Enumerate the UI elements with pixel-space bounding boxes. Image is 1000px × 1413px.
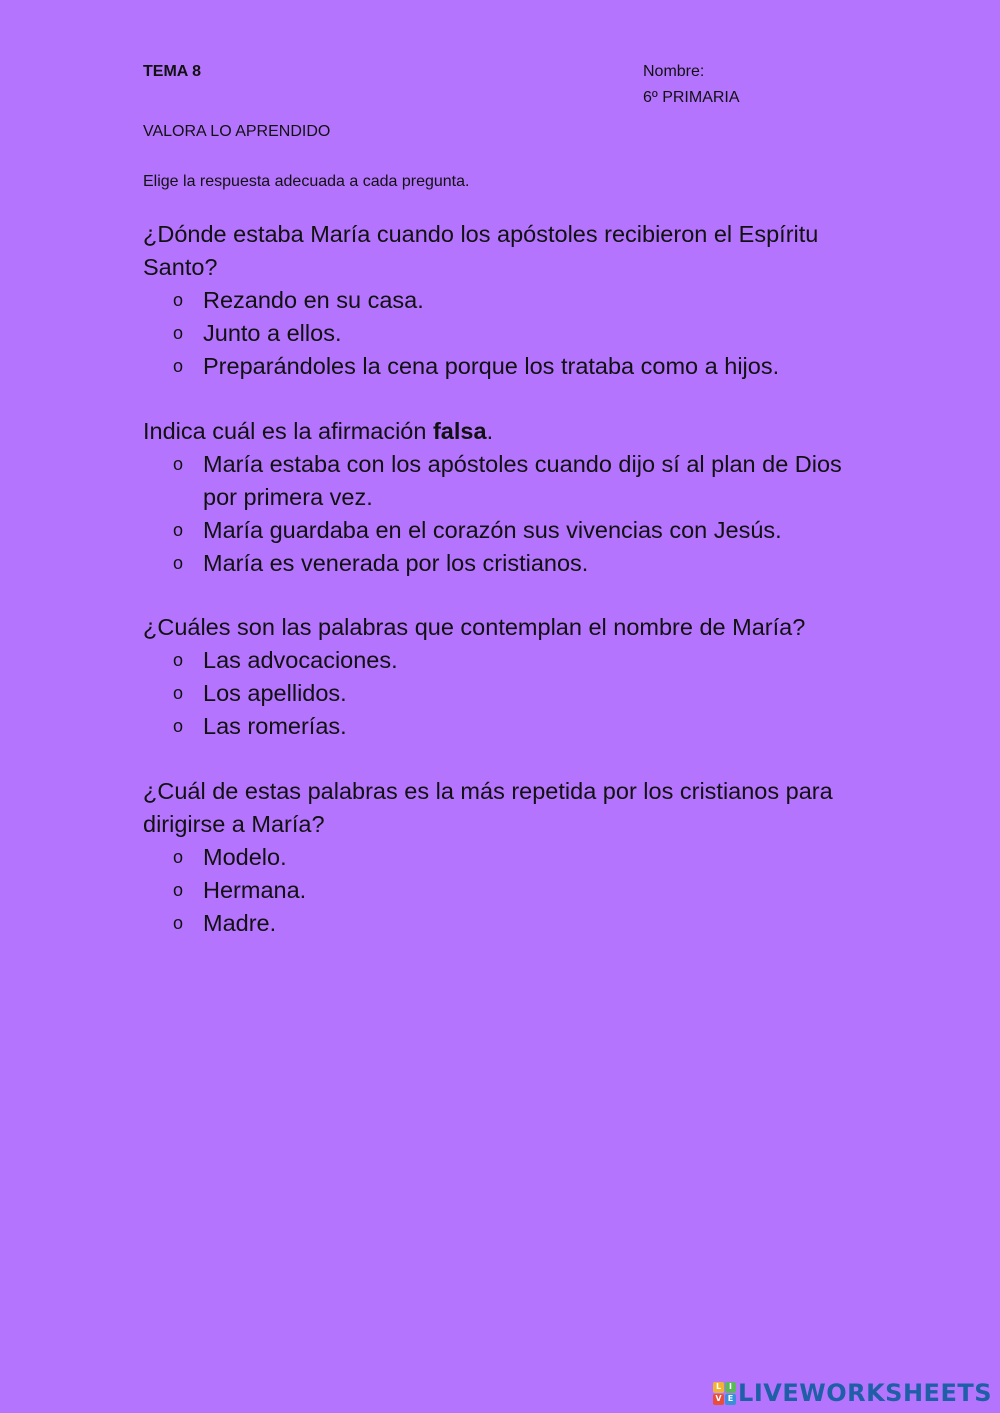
logo-cell: E: [725, 1394, 736, 1405]
question-text: ¿Cuál de estas palabras es la más repetida por los cristianos para dirigirse a María?: [143, 778, 833, 837]
option-label: María estaba con los apóstoles cuando dijo sí al plan de Dios por primera vez.: [203, 451, 842, 510]
question-emphasis: falsa: [432, 418, 487, 444]
option-list: [143, 841, 863, 940]
option-item[interactable]: [143, 841, 863, 874]
circle-bullet-icon: o: [173, 553, 184, 573]
question-text: ¿Cuáles son las palabras que contemplan el nombre de María?: [143, 614, 806, 640]
option-item[interactable]: [143, 317, 863, 350]
circle-bullet-icon: o: [173, 454, 184, 474]
question-block-3: [143, 611, 863, 743]
name-label: Nombre:: [643, 63, 705, 80]
circle-bullet-icon: o: [173, 683, 184, 703]
option-label: María es venerada por los cristianos.: [203, 550, 589, 576]
circle-bullet-icon: o: [173, 323, 184, 343]
option-label: Las romerías.: [203, 713, 347, 739]
option-label: Madre.: [203, 910, 277, 936]
question-text: [143, 415, 863, 448]
circle-bullet-icon: o: [173, 716, 184, 736]
option-label: Preparándoles la cena porque los trataba como a hijos.: [203, 353, 780, 379]
logo-cell: L: [713, 1382, 724, 1393]
question-block-4: [143, 775, 863, 940]
circle-bullet-icon: o: [173, 290, 184, 310]
liveworksheets-watermark: [713, 1379, 992, 1407]
option-list: [143, 448, 863, 580]
option-item[interactable]: [143, 907, 863, 940]
option-item[interactable]: [143, 350, 863, 383]
circle-bullet-icon: o: [173, 520, 184, 540]
liveworksheets-logo-icon: [713, 1382, 736, 1405]
option-label: Junto a ellos.: [203, 320, 342, 346]
circle-bullet-icon: o: [173, 880, 184, 900]
section-title: VALORA LO APRENDIDO: [143, 123, 331, 140]
option-label: Modelo.: [203, 844, 287, 870]
question-block-2: [143, 415, 863, 580]
question-text: ¿Dónde estaba María cuando los apóstoles recibieron el Espíritu Santo?: [143, 221, 819, 280]
option-item[interactable]: [143, 284, 863, 317]
instruction-text: Elige la respuesta adecuada a cada pregunta.: [143, 173, 470, 190]
option-label: Los apellidos.: [203, 680, 347, 706]
topic-label: TEMA 8: [143, 63, 202, 80]
question-block-1: [143, 218, 863, 383]
option-item[interactable]: [143, 874, 863, 907]
option-item[interactable]: [143, 710, 863, 743]
option-item[interactable]: [143, 514, 863, 547]
option-item[interactable]: [143, 448, 863, 514]
circle-bullet-icon: o: [173, 356, 184, 376]
option-label: Las advocaciones.: [203, 647, 398, 673]
option-list: [143, 644, 863, 743]
logo-cell: V: [713, 1394, 724, 1405]
option-label: Hermana.: [203, 877, 307, 903]
option-item[interactable]: [143, 644, 863, 677]
question-text-start: Indica cuál es la afirmación: [143, 418, 433, 444]
circle-bullet-icon: o: [173, 847, 184, 867]
option-item[interactable]: [143, 547, 863, 580]
question-text-end: .: [486, 418, 494, 444]
circle-bullet-icon: o: [173, 913, 184, 933]
option-list: [143, 284, 863, 383]
grade-label: 6º PRIMARIA: [643, 89, 740, 106]
logo-cell: I: [725, 1382, 736, 1393]
option-label: Rezando en su casa.: [203, 287, 424, 313]
option-item[interactable]: [143, 677, 863, 710]
watermark-text: LIVEWORKSHEETS: [738, 1379, 992, 1407]
option-label: María guardaba en el corazón sus vivencias con Jesús.: [203, 517, 782, 543]
circle-bullet-icon: o: [173, 650, 184, 670]
